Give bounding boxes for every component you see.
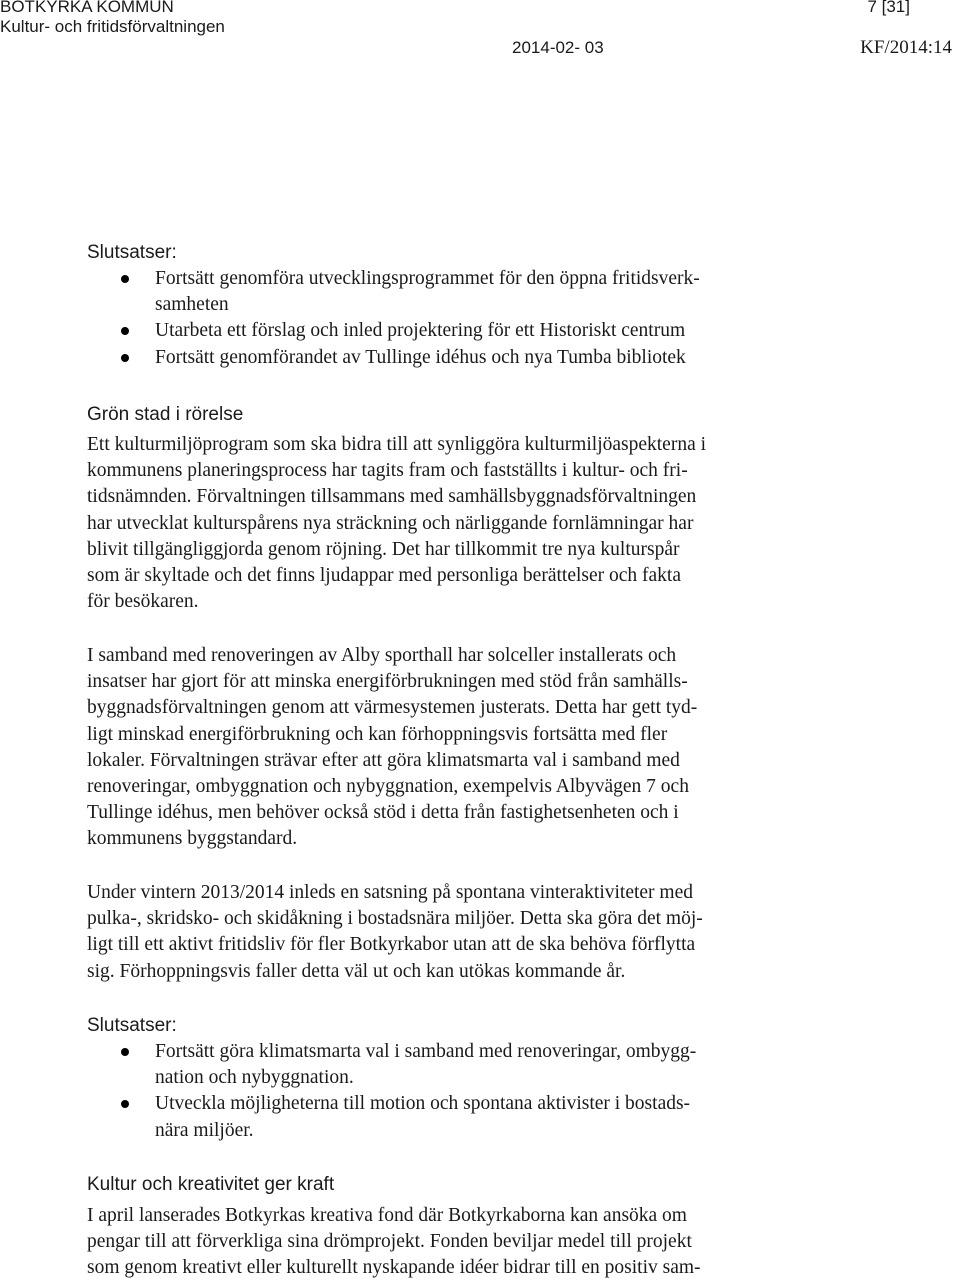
- conclusions-heading: Slutsatser:: [87, 242, 177, 263]
- bullet-icon: [121, 1048, 129, 1056]
- conclusions-section-1: [87, 240, 827, 371]
- page-number: 7 [31]: [867, 0, 910, 16]
- section-heading: Kultur och kreativitet ger kraft: [87, 1174, 335, 1195]
- conclusions-list: [87, 1039, 827, 1144]
- bullet-icon: [121, 354, 129, 362]
- list-item: Fortsätt genomförandet av Tullinge idéhus och nya Tumba bibliotek: [87, 345, 827, 371]
- bullet-icon: [121, 275, 129, 283]
- section-culture-creativity: [87, 1172, 827, 1198]
- paragraph: Under vintern 2013/2014 inleds en satsning på spontana vinteraktiviteter med pulka-, skridsko- och skidåkning i bostadsnära miljöer. Detta ska göra det möj- ligt till ett aktivt fritidsliv för fler Botkyrkabor utan att de ska behöva förflytta sig. Förhoppningsvis faller detta väl ut och kan utökas kommande år.: [87, 882, 703, 982]
- document-reference: KF/2014:14: [860, 37, 952, 58]
- bullet-icon: [121, 1100, 129, 1108]
- list-item: Fortsätt genomföra utvecklingsprogrammet för den öppna fritidsverk- samheten: [87, 266, 827, 318]
- conclusions-section-2: [87, 1013, 827, 1144]
- paragraph: Ett kulturmiljöprogram som ska bidra till att synliggöra kulturmiljöaspekterna i kommunens planeringsprocess har tagits fram och fastställts i kultur- och fri- tidsnämnden. Förvaltningen tillsammans med samhällsbyggnadsförvaltningen har utvecklat kulturspårens nya sträckning och närliggande fornlämningar har blivit tillgängliggjorda genom röjning. Det har tillkommit tre nya kulturspår som är skyltade och det finns ljudappar med personliga berättelser och fakta för besökaren.: [87, 434, 707, 613]
- list-item: Utveckla möjligheterna till motion och spontana aktivister i bostads- nära miljöer.: [87, 1091, 827, 1143]
- list-item: Fortsätt göra klimatsmarta val i samband med renoveringar, ombygg- nation och nybyggnation.: [87, 1039, 827, 1091]
- section-heading: Grön stad i rörelse: [87, 404, 244, 425]
- list-item: Utarbeta ett förslag och inled projektering för ett Historiskt centrum: [87, 318, 827, 344]
- paragraph: I april lanserades Botkyrkas kreativa fond där Botkyrkaborna kan ansöka om pengar till att förverkliga sina drömprojekt. Fonden beviljar medel till projekt som genom kreativt eller kulturellt nyskapande idéer bidrar till en positiv sam-: [87, 1205, 701, 1279]
- section-green-city: [87, 402, 827, 428]
- paragraph: I samband med renoveringen av Alby sporthall har solceller installerats och insatser har gjort för att minska energiförbrukningen med stöd från samhälls- byggnadsförvaltningen genom att värmesystemen justerats. Detta har gett tyd- ligt minskad energiförbrukning och kan förhoppningsvis fortsätta med fler lokaler. Förvaltningen strävar efter att göra klimatsmarta val i samband med renoveringar, ombyggnation och nybyggnation, exempelvis Albyvägen 7 och Tullinge idéhus, men behöver också stöd i detta från fastighetsenheten och i kommunens byggstandard.: [87, 645, 698, 850]
- organization-name: BOTKYRKA KOMMUN: [0, 0, 174, 16]
- conclusions-heading: Slutsatser:: [87, 1015, 177, 1036]
- document-date: 2014-02- 03: [512, 38, 604, 57]
- department-name: Kultur- och fritidsförvaltningen: [0, 17, 225, 36]
- conclusions-list: [87, 266, 827, 371]
- bullet-icon: [121, 327, 129, 335]
